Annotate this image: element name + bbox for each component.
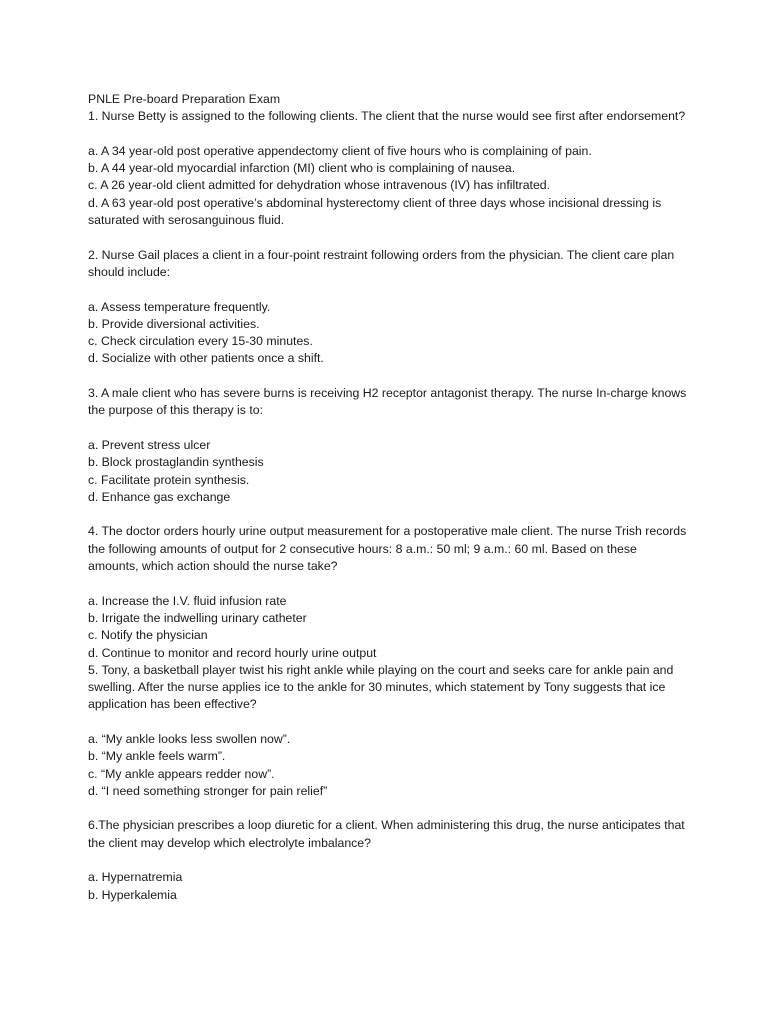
answer-option: c. “My ankle appears redder now”. xyxy=(88,766,275,781)
answer-option: a. “My ankle looks less swollen now”. xyxy=(88,731,291,746)
question-5 xyxy=(88,662,688,800)
question-stem: 4. The doctor orders hourly urine output measurement for a postoperative male client. The nurse Trish records the following amounts of output for 2 consecutive hours: 8 a.m.: 50 ml; 9 a.m.: 60 ml. Based on these amounts, which action should the nurse take? xyxy=(88,524,690,574)
answer-option: c. A 26 year-old client admitted for dehydration whose intravenous (IV) has infiltrated. xyxy=(88,178,551,193)
spacer xyxy=(88,281,688,298)
answer-option: b. Hyperkalemia xyxy=(88,887,177,902)
answer-option: a. Hypernatremia xyxy=(88,870,183,885)
question-4 xyxy=(88,523,688,661)
answer-option: b. Irrigate the indwelling urinary catheter xyxy=(88,610,307,625)
answer-option: d. A 63 year-old post operative’s abdominal hysterectomy client of three days whose incisional dressing is saturated with serosanguinous fluid. xyxy=(88,195,665,228)
answer-option: b. A 44 year-old myocardial infarction (MI) client who is complaining of nausea. xyxy=(88,161,516,176)
question-6 xyxy=(88,817,688,903)
answer-option: d. “I need something stronger for pain relief” xyxy=(88,783,328,798)
question-3 xyxy=(88,385,688,506)
question-stem: 3. A male client who has severe burns is receiving H2 receptor antagonist therapy. The nurse In-charge knows the purpose of this therapy is to: xyxy=(88,386,690,418)
question-1 xyxy=(88,108,688,229)
answer-option: a. Increase the I.V. fluid infusion rate xyxy=(88,593,287,608)
answer-option: d. Enhance gas exchange xyxy=(88,489,231,504)
question-stem: 6.The physician prescribes a loop diuretic for a client. When administering this drug, the nurse anticipates that the client may develop which electrolyte imbalance? xyxy=(88,818,689,850)
answer-option: d. Continue to monitor and record hourly urine output xyxy=(88,645,377,660)
question-stem: 5. Tony, a basketball player twist his right ankle while playing on the court and seeks care for ankle pain and swelling. After the nurse applies ice to the ankle for 30 minutes, which statement by Tony suggests that ice application has been effective? xyxy=(88,662,677,712)
answer-option: c. Check circulation every 15-30 minutes. xyxy=(88,334,313,349)
spacer xyxy=(88,800,688,817)
answer-option: a. A 34 year-old post operative appendectomy client of five hours who is complaining of pain. xyxy=(88,143,592,158)
spacer xyxy=(88,506,688,523)
spacer xyxy=(88,368,688,385)
answer-option: b. Block prostaglandin synthesis xyxy=(88,455,264,470)
question-stem: 1. Nurse Betty is assigned to the following clients. The client that the nurse would see first after endorsement? xyxy=(88,109,686,124)
exam-document xyxy=(88,91,688,904)
spacer xyxy=(88,229,688,246)
answer-option: c. Facilitate protein synthesis. xyxy=(88,472,250,487)
answer-option: d. Socialize with other patients once a shift. xyxy=(88,351,324,366)
answer-option: a. Prevent stress ulcer xyxy=(88,437,211,452)
answer-option: c. Notify the physician xyxy=(88,628,208,643)
spacer xyxy=(88,852,688,869)
spacer xyxy=(88,714,688,731)
spacer xyxy=(88,126,688,143)
spacer xyxy=(88,420,688,437)
document-title: PNLE Pre-board Preparation Exam xyxy=(88,92,281,106)
answer-option: b. “My ankle feels warm”. xyxy=(88,749,226,764)
question-stem: 2. Nurse Gail places a client in a four-point restraint following orders from the physician. The client care plan should include: xyxy=(88,247,678,279)
answer-option: a. Assess temperature frequently. xyxy=(88,299,271,314)
answer-option: b. Provide diversional activities. xyxy=(88,316,260,331)
question-2 xyxy=(88,247,688,368)
spacer xyxy=(88,575,688,592)
